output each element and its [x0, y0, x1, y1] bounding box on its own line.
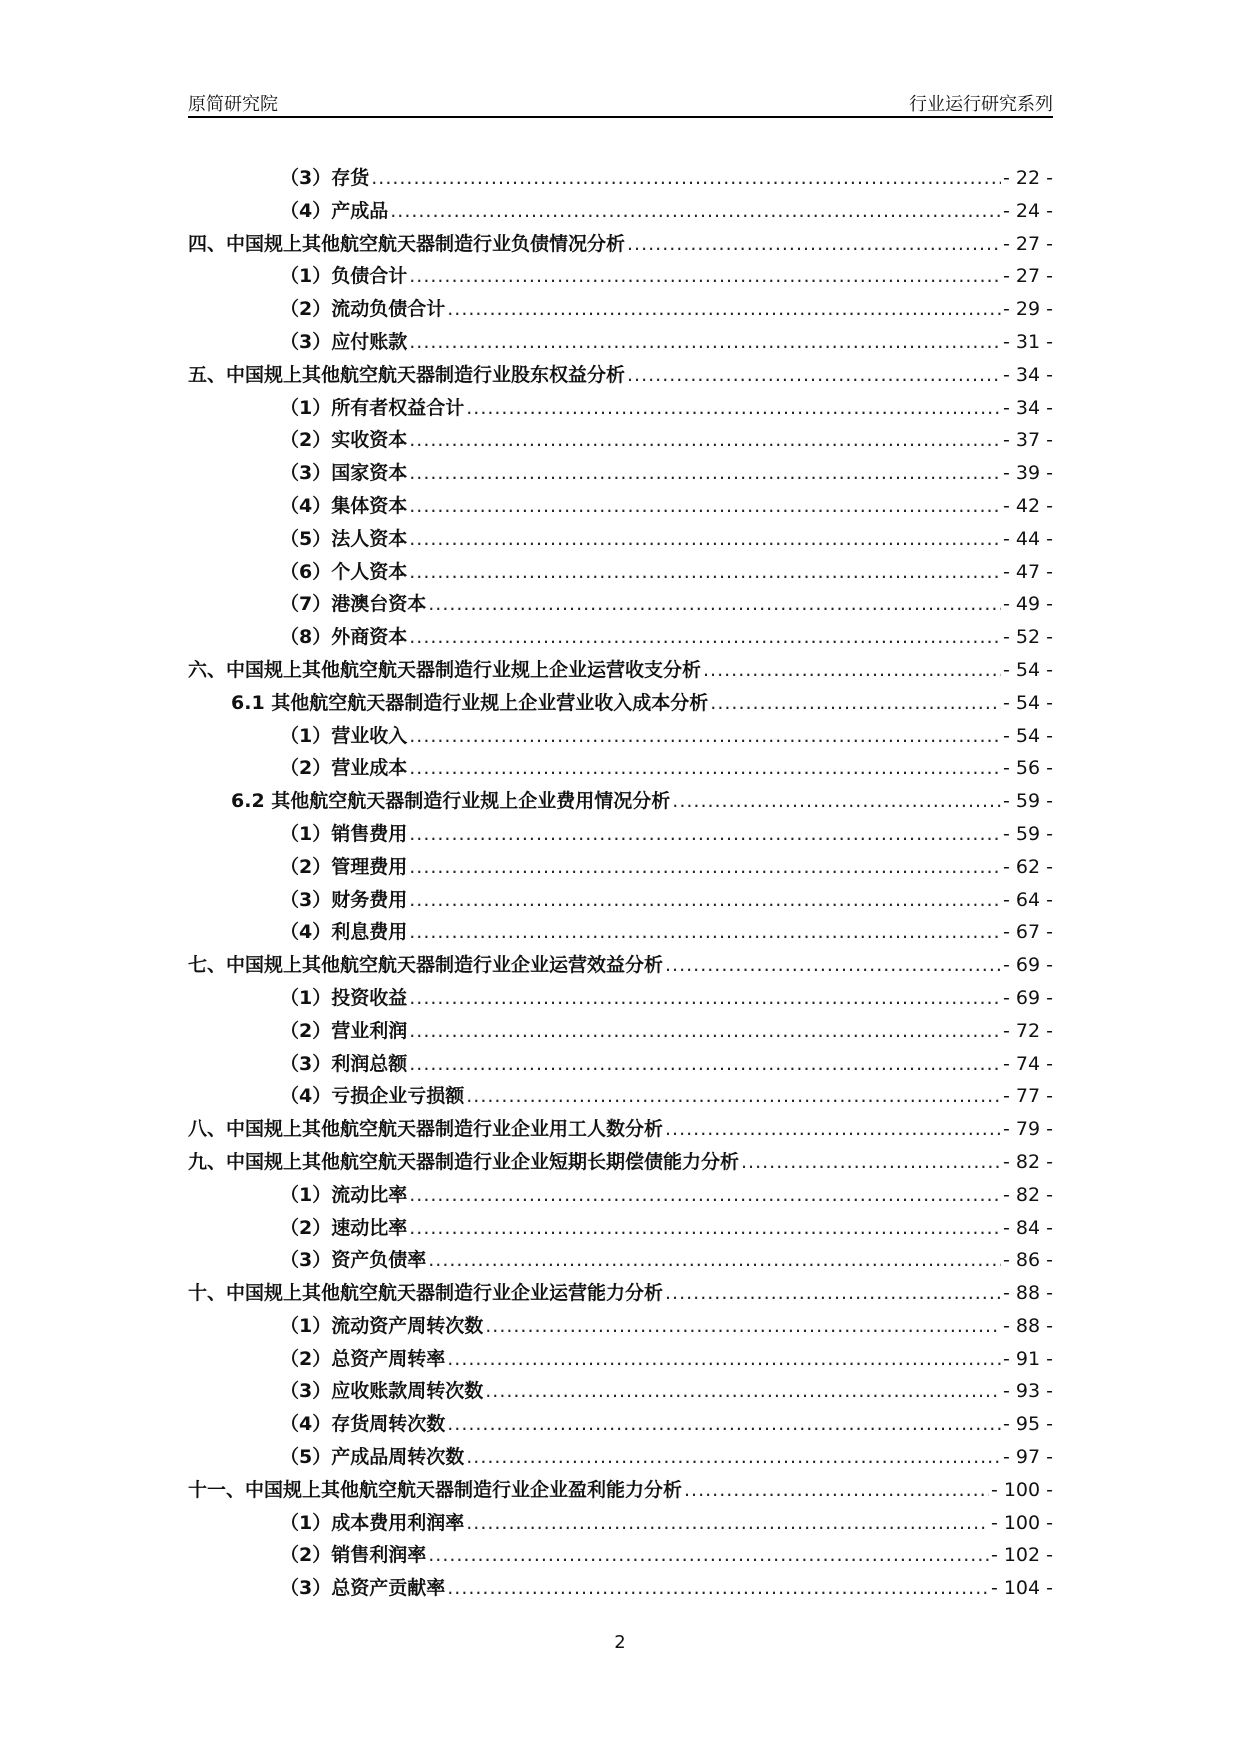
toc-entry-page: - 59 - — [1003, 790, 1053, 813]
toc-dot-leader — [485, 1315, 1001, 1337]
toc-dot-leader — [627, 364, 1001, 386]
toc-entry-page: - 22 - — [1003, 167, 1053, 189]
toc-dot-leader — [447, 1577, 989, 1599]
toc-dot-leader — [409, 495, 1001, 517]
toc-entry[interactable] — [188, 1016, 1053, 1049]
toc-entry-title: （4）集体资本 — [280, 494, 408, 517]
toc-entry-title: （3）利润总额 — [280, 1052, 408, 1075]
toc-entry[interactable] — [188, 425, 1053, 458]
toc-entry[interactable] — [188, 1409, 1053, 1442]
toc-entry-page: - 79 - — [1003, 1118, 1053, 1141]
toc-dot-leader — [371, 167, 1001, 189]
toc-entry[interactable] — [188, 622, 1053, 655]
toc-dot-leader — [409, 626, 1001, 648]
toc-entry-title: （3）总资产贡献率 — [280, 1577, 446, 1600]
toc-entry-page: - 27 - — [1003, 232, 1053, 255]
toc-entry-title: 四、中国规上其他航空航天器制造行业负债情况分析 — [188, 232, 626, 255]
toc-entry-page: - 100 - — [990, 1511, 1053, 1534]
toc-entry[interactable] — [188, 1180, 1053, 1213]
toc-dot-leader — [447, 1413, 1001, 1435]
toc-dot-leader — [409, 528, 1001, 550]
toc-dot-leader — [466, 1085, 1001, 1107]
toc-dot-leader — [390, 200, 1001, 222]
toc-entry[interactable] — [188, 1245, 1053, 1278]
toc-entry-page: - 72 - — [1003, 1019, 1053, 1042]
toc-entry[interactable] — [188, 983, 1053, 1016]
toc-entry-title: （1）销售费用 — [280, 822, 408, 845]
toc-entry-title: （4）产成品 — [280, 199, 389, 222]
table-of-contents — [188, 163, 1053, 1606]
toc-entry-title: （3）应收账款周转次数 — [280, 1380, 484, 1403]
toc-dot-leader — [409, 725, 1001, 747]
toc-entry[interactable] — [188, 327, 1053, 360]
toc-entry[interactable] — [188, 721, 1053, 754]
toc-entry-title: （2）管理费用 — [280, 855, 408, 878]
toc-entry-page: - 29 - — [1003, 298, 1053, 321]
toc-dot-leader — [409, 856, 1001, 878]
toc-entry-title: （2）速动比率 — [280, 1216, 408, 1239]
toc-entry-title: （3）国家资本 — [280, 462, 408, 485]
toc-entry[interactable] — [188, 1213, 1053, 1246]
toc-entry-title: （4）存货周转次数 — [280, 1413, 446, 1436]
toc-entry-page: - 54 - — [1003, 724, 1053, 747]
toc-dot-leader — [428, 593, 1001, 615]
toc-entry-page: - 100 - — [990, 1478, 1053, 1501]
toc-entry[interactable] — [188, 819, 1053, 852]
toc-dot-leader — [409, 757, 1001, 779]
toc-entry[interactable] — [188, 1376, 1053, 1409]
toc-entry-page: - 54 - — [1003, 658, 1053, 681]
toc-entry-page: - 24 - — [1003, 199, 1053, 222]
toc-entry-page: - 42 - — [1003, 494, 1053, 517]
toc-dot-leader — [409, 921, 1001, 943]
toc-entry-page: - 64 - — [1003, 888, 1053, 911]
toc-entry-title: （1）流动比率 — [280, 1183, 408, 1206]
toc-entry-page: - 97 - — [1003, 1446, 1053, 1469]
toc-entry[interactable] — [188, 1540, 1053, 1573]
toc-entry-title: （2）销售利润率 — [280, 1544, 427, 1567]
toc-entry[interactable] — [188, 229, 1053, 262]
toc-entry-title: （3）应付账款 — [280, 330, 408, 353]
toc-dot-leader — [409, 1020, 1001, 1042]
toc-dot-leader — [409, 889, 1001, 911]
toc-entry[interactable] — [188, 261, 1053, 294]
toc-entry[interactable] — [188, 655, 1053, 688]
toc-entry-page: - 95 - — [1003, 1413, 1053, 1436]
toc-entry-title: （2）实收资本 — [280, 429, 408, 452]
toc-entry[interactable] — [188, 885, 1053, 918]
toc-dot-leader — [428, 1544, 989, 1566]
toc-entry-title: （1）负债合计 — [280, 265, 408, 288]
toc-entry-page: - 84 - — [1003, 1216, 1053, 1239]
toc-dot-leader — [466, 1512, 989, 1534]
toc-entry-page: - 27 - — [1003, 265, 1053, 288]
toc-entry-title: 6.1 其他航空航天器制造行业规上企业营业收入成本分析 — [231, 691, 709, 714]
header-series-name: 行业运行研究系列 — [909, 94, 1053, 115]
toc-entry-title: （1）所有者权益合计 — [280, 396, 465, 419]
toc-entry-title: （1）营业收入 — [280, 724, 408, 747]
toc-entry[interactable] — [188, 753, 1053, 786]
toc-entry-title: 十一、中国规上其他航空航天器制造行业企业盈利能力分析 — [188, 1478, 683, 1501]
toc-entry-page: - 82 - — [1003, 1183, 1053, 1206]
toc-entry[interactable] — [188, 589, 1053, 622]
toc-entry[interactable] — [188, 524, 1053, 557]
toc-dot-leader — [428, 1249, 1001, 1271]
toc-entry-title: （2）营业利润 — [280, 1019, 408, 1042]
toc-entry-page: - 62 - — [1003, 855, 1053, 878]
header-org-name: 原简研究院 — [188, 94, 278, 115]
toc-dot-leader — [409, 1217, 1001, 1239]
toc-entry[interactable] — [188, 1475, 1053, 1508]
toc-entry[interactable] — [188, 852, 1053, 885]
toc-dot-leader — [627, 233, 1001, 255]
toc-entry-page: - 82 - — [1003, 1150, 1053, 1173]
toc-dot-leader — [409, 331, 1001, 353]
toc-entry[interactable] — [188, 1344, 1053, 1377]
toc-entry-page: - 34 - — [1003, 396, 1053, 419]
toc-dot-leader — [703, 659, 1001, 681]
toc-entry[interactable] — [188, 393, 1053, 426]
toc-dot-leader — [447, 1348, 1001, 1370]
toc-entry[interactable] — [188, 786, 1053, 819]
toc-entry-page: - 44 - — [1003, 527, 1053, 550]
toc-entry-page: - 69 - — [1003, 954, 1053, 977]
toc-entry-page: - 88 - — [1003, 1314, 1053, 1337]
toc-entry-title: 五、中国规上其他航空航天器制造行业股东权益分析 — [188, 363, 626, 386]
toc-entry[interactable] — [188, 917, 1053, 950]
toc-entry-page: - 56 - — [1003, 757, 1053, 780]
toc-dot-leader — [447, 298, 1001, 320]
toc-entry[interactable] — [188, 688, 1053, 721]
toc-entry-title: 六、中国规上其他航空航天器制造行业规上企业运营收支分析 — [188, 658, 702, 681]
toc-dot-leader — [409, 429, 1001, 451]
toc-entry-title: （5）产成品周转次数 — [280, 1446, 465, 1469]
toc-entry-page: - 67 - — [1003, 921, 1053, 944]
toc-entry-title: （6）个人资本 — [280, 560, 408, 583]
toc-entry[interactable] — [188, 1311, 1053, 1344]
toc-entry-title: （3）资产负债率 — [280, 1249, 427, 1272]
toc-entry-page: - 34 - — [1003, 363, 1053, 386]
toc-entry-page: - 102 - — [990, 1544, 1053, 1567]
toc-entry-title: （5）法人资本 — [280, 527, 408, 550]
toc-entry[interactable] — [188, 360, 1053, 393]
toc-entry[interactable] — [188, 1049, 1053, 1082]
toc-entry[interactable] — [188, 1278, 1053, 1311]
toc-dot-leader — [409, 823, 1001, 845]
toc-entry-page: - 59 - — [1003, 822, 1053, 845]
toc-entry-title: （2）营业成本 — [280, 757, 408, 780]
toc-dot-leader — [665, 954, 1001, 976]
toc-entry[interactable] — [188, 1573, 1053, 1606]
toc-entry-title: （2）总资产周转率 — [280, 1347, 446, 1370]
toc-entry-title: 八、中国规上其他航空航天器制造行业企业用工人数分析 — [188, 1118, 664, 1141]
toc-entry[interactable] — [188, 1114, 1053, 1147]
toc-entry-page: - 77 - — [1003, 1085, 1053, 1108]
toc-entry[interactable] — [188, 1081, 1053, 1114]
toc-entry-page: - 86 - — [1003, 1249, 1053, 1272]
toc-entry-title: （4）亏损企业亏损额 — [280, 1085, 465, 1108]
toc-entry-title: 九、中国规上其他航空航天器制造行业企业短期长期偿债能力分析 — [188, 1150, 740, 1173]
toc-entry-page: - 104 - — [990, 1577, 1053, 1600]
toc-dot-leader — [409, 561, 1001, 583]
toc-entry-page: - 52 - — [1003, 626, 1053, 649]
toc-dot-leader — [485, 1380, 1001, 1402]
toc-dot-leader — [409, 1184, 1001, 1206]
page-number: 2 — [614, 1632, 626, 1653]
toc-entry-title: （3）存货 — [280, 167, 370, 189]
page-header — [188, 86, 1053, 118]
toc-dot-leader — [710, 692, 1001, 714]
toc-entry-title: 6.2 其他航空航天器制造行业规上企业费用情况分析 — [231, 790, 671, 813]
toc-entry-page: - 39 - — [1003, 462, 1053, 485]
toc-dot-leader — [409, 462, 1001, 484]
toc-entry[interactable] — [188, 1147, 1053, 1180]
toc-entry[interactable] — [188, 557, 1053, 590]
toc-dot-leader — [409, 987, 1001, 1009]
toc-entry-page: - 88 - — [1003, 1282, 1053, 1305]
toc-entry[interactable] — [188, 491, 1053, 524]
toc-entry[interactable] — [188, 1508, 1053, 1541]
toc-entry-title: （1）投资收益 — [280, 986, 408, 1009]
toc-entry-title: （8）外商资本 — [280, 626, 408, 649]
toc-entry[interactable] — [188, 950, 1053, 983]
toc-dot-leader — [741, 1151, 1001, 1173]
toc-dot-leader — [466, 1446, 1001, 1468]
toc-entry[interactable] — [188, 196, 1053, 229]
toc-entry[interactable] — [188, 294, 1053, 327]
toc-dot-leader — [409, 265, 1001, 287]
toc-entry-page: - 31 - — [1003, 330, 1053, 353]
toc-entry-page: - 91 - — [1003, 1347, 1053, 1370]
toc-dot-leader — [672, 790, 1001, 812]
toc-entry-page: - 37 - — [1003, 429, 1053, 452]
toc-entry-page: - 69 - — [1003, 986, 1053, 1009]
toc-entry-page: - 93 - — [1003, 1380, 1053, 1403]
toc-entry[interactable] — [188, 1442, 1053, 1475]
toc-entry-title: （4）利息费用 — [280, 921, 408, 944]
toc-entry[interactable] — [188, 163, 1053, 196]
toc-dot-leader — [466, 397, 1001, 419]
toc-entry-page: - 54 - — [1003, 691, 1053, 714]
toc-entry-title: （2）流动负债合计 — [280, 298, 446, 321]
toc-dot-leader — [409, 1053, 1001, 1075]
toc-entry-title: （1）成本费用利润率 — [280, 1511, 465, 1534]
toc-dot-leader — [665, 1282, 1001, 1304]
toc-entry[interactable] — [188, 458, 1053, 491]
toc-entry-title: （1）流动资产周转次数 — [280, 1314, 484, 1337]
toc-dot-leader — [665, 1118, 1001, 1140]
toc-entry-page: - 47 - — [1003, 560, 1053, 583]
toc-entry-page: - 74 - — [1003, 1052, 1053, 1075]
toc-entry-title: （7）港澳台资本 — [280, 593, 427, 616]
toc-entry-title: （3）财务费用 — [280, 888, 408, 911]
toc-entry-page: - 49 - — [1003, 593, 1053, 616]
toc-entry-title: 七、中国规上其他航空航天器制造行业企业运营效益分析 — [188, 954, 664, 977]
toc-dot-leader — [684, 1479, 989, 1501]
toc-entry-title: 十、中国规上其他航空航天器制造行业企业运营能力分析 — [188, 1282, 664, 1305]
